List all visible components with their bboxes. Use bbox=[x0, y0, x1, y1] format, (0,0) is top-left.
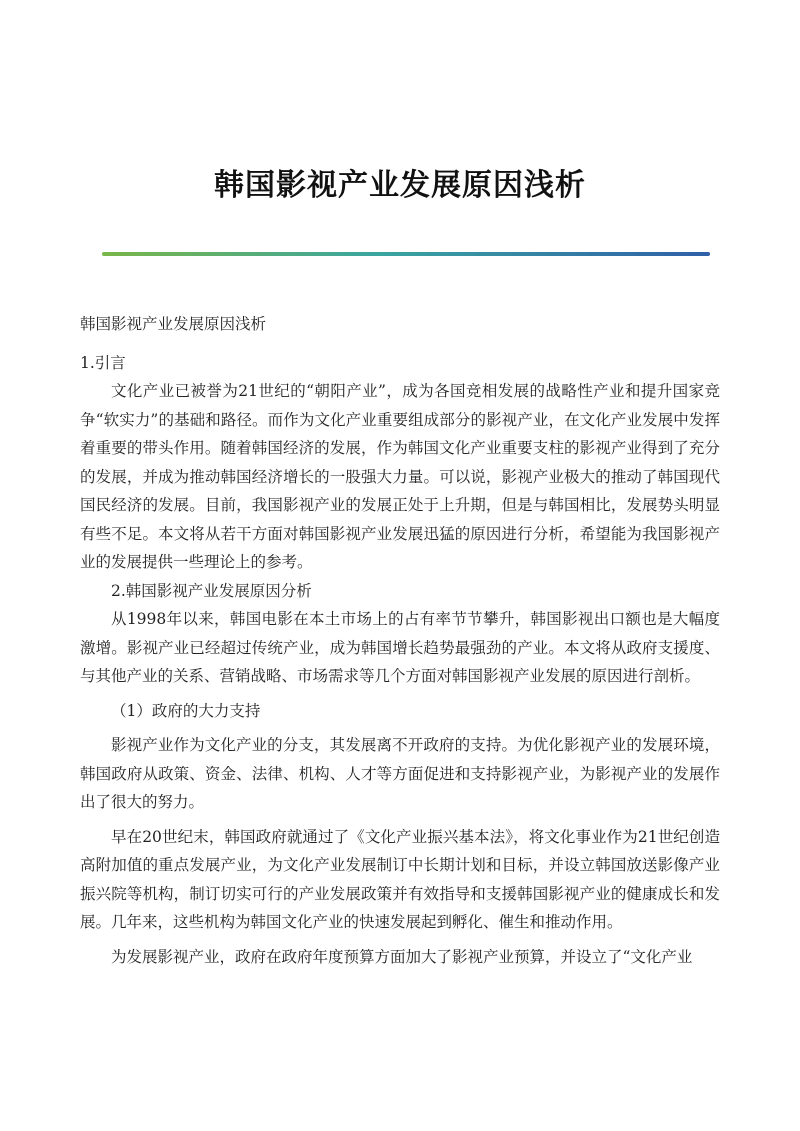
paragraph-intro: 文化产业已被誉为21世纪的“朝阳产业”，成为各国竞相发展的战略性产业和提升国家竞争“软实力”的基础和路径。而作为文化产业重要组成部分的影视产业，在文化产业发展中发挥着重要的带头作用。随着韩国经济的发展，作为韩国文化产业重要支柱的影视产业得到了充分的发展，并成为推动韩国经济增长的一股强大力量。可以说，影视产业极大的推动了韩国现代国民经济的发展。目前，我国影视产业的发展正处于上升期，但是与韩国相比，发展势头明显有些不足。本文将从若干方面对韩国影视产业发展迅猛的原因进行分析，希望能为我国影视产业的发展提供一些理论上的参考。 bbox=[80, 382, 720, 571]
paragraph-government-1: 影视产业作为文化产业的分支，其发展离不开政府的支持。为优化影视产业的发展环境，韩国政府从政策、资金、法律、机构、人才等方面促进和支持影视产业，为影视产业的发展作出了很大的努力。 bbox=[80, 736, 720, 811]
title-divider bbox=[102, 252, 710, 256]
document-subtitle: 韩国影视产业发展原因浅析 bbox=[80, 315, 267, 333]
section-heading-analysis: 2.韩国影视产业发展原因分析 bbox=[111, 581, 312, 600]
paragraph-analysis: 从1998年以来，韩国电影在本土市场上的占有率节节攀升，韩国影视出口额也是大幅度激增。影视产业已经超过传统产业，成为韩国增长趋势最强劲的产业。本文将从政府支援度、与其他产业的关系、营销战略、市场需求等几个方面对韩国影视产业发展的原因进行剖析。 bbox=[80, 610, 720, 685]
paragraph-government-2: 早在20世纪末，韩国政府就通过了《文化产业振兴基本法》，将文化事业作为21世纪创造高附加值的重点发展产业，为文化产业发展制订中长期计划和目标，并设立韩国放送影像产业振兴院等机构，制订切实可行的产业发展政策并有效指导和支援韩国影视产业的健康成长和发展。几年来，这些机构为韩国文化产业的快速发展起到孵化、催生和推动作用。 bbox=[80, 827, 720, 931]
document-title: 韩国影视产业发展原因浅析 bbox=[214, 168, 586, 203]
section-heading-intro: 1.引言 bbox=[80, 353, 126, 372]
paragraph-government-3: 为发展影视产业，政府在政府年度预算方面加大了影视产业预算，并设立了“文化产业 bbox=[111, 947, 693, 966]
document-body bbox=[80, 310, 720, 971]
subsection-heading-government: （1）政府的大力支持 bbox=[111, 701, 261, 720]
